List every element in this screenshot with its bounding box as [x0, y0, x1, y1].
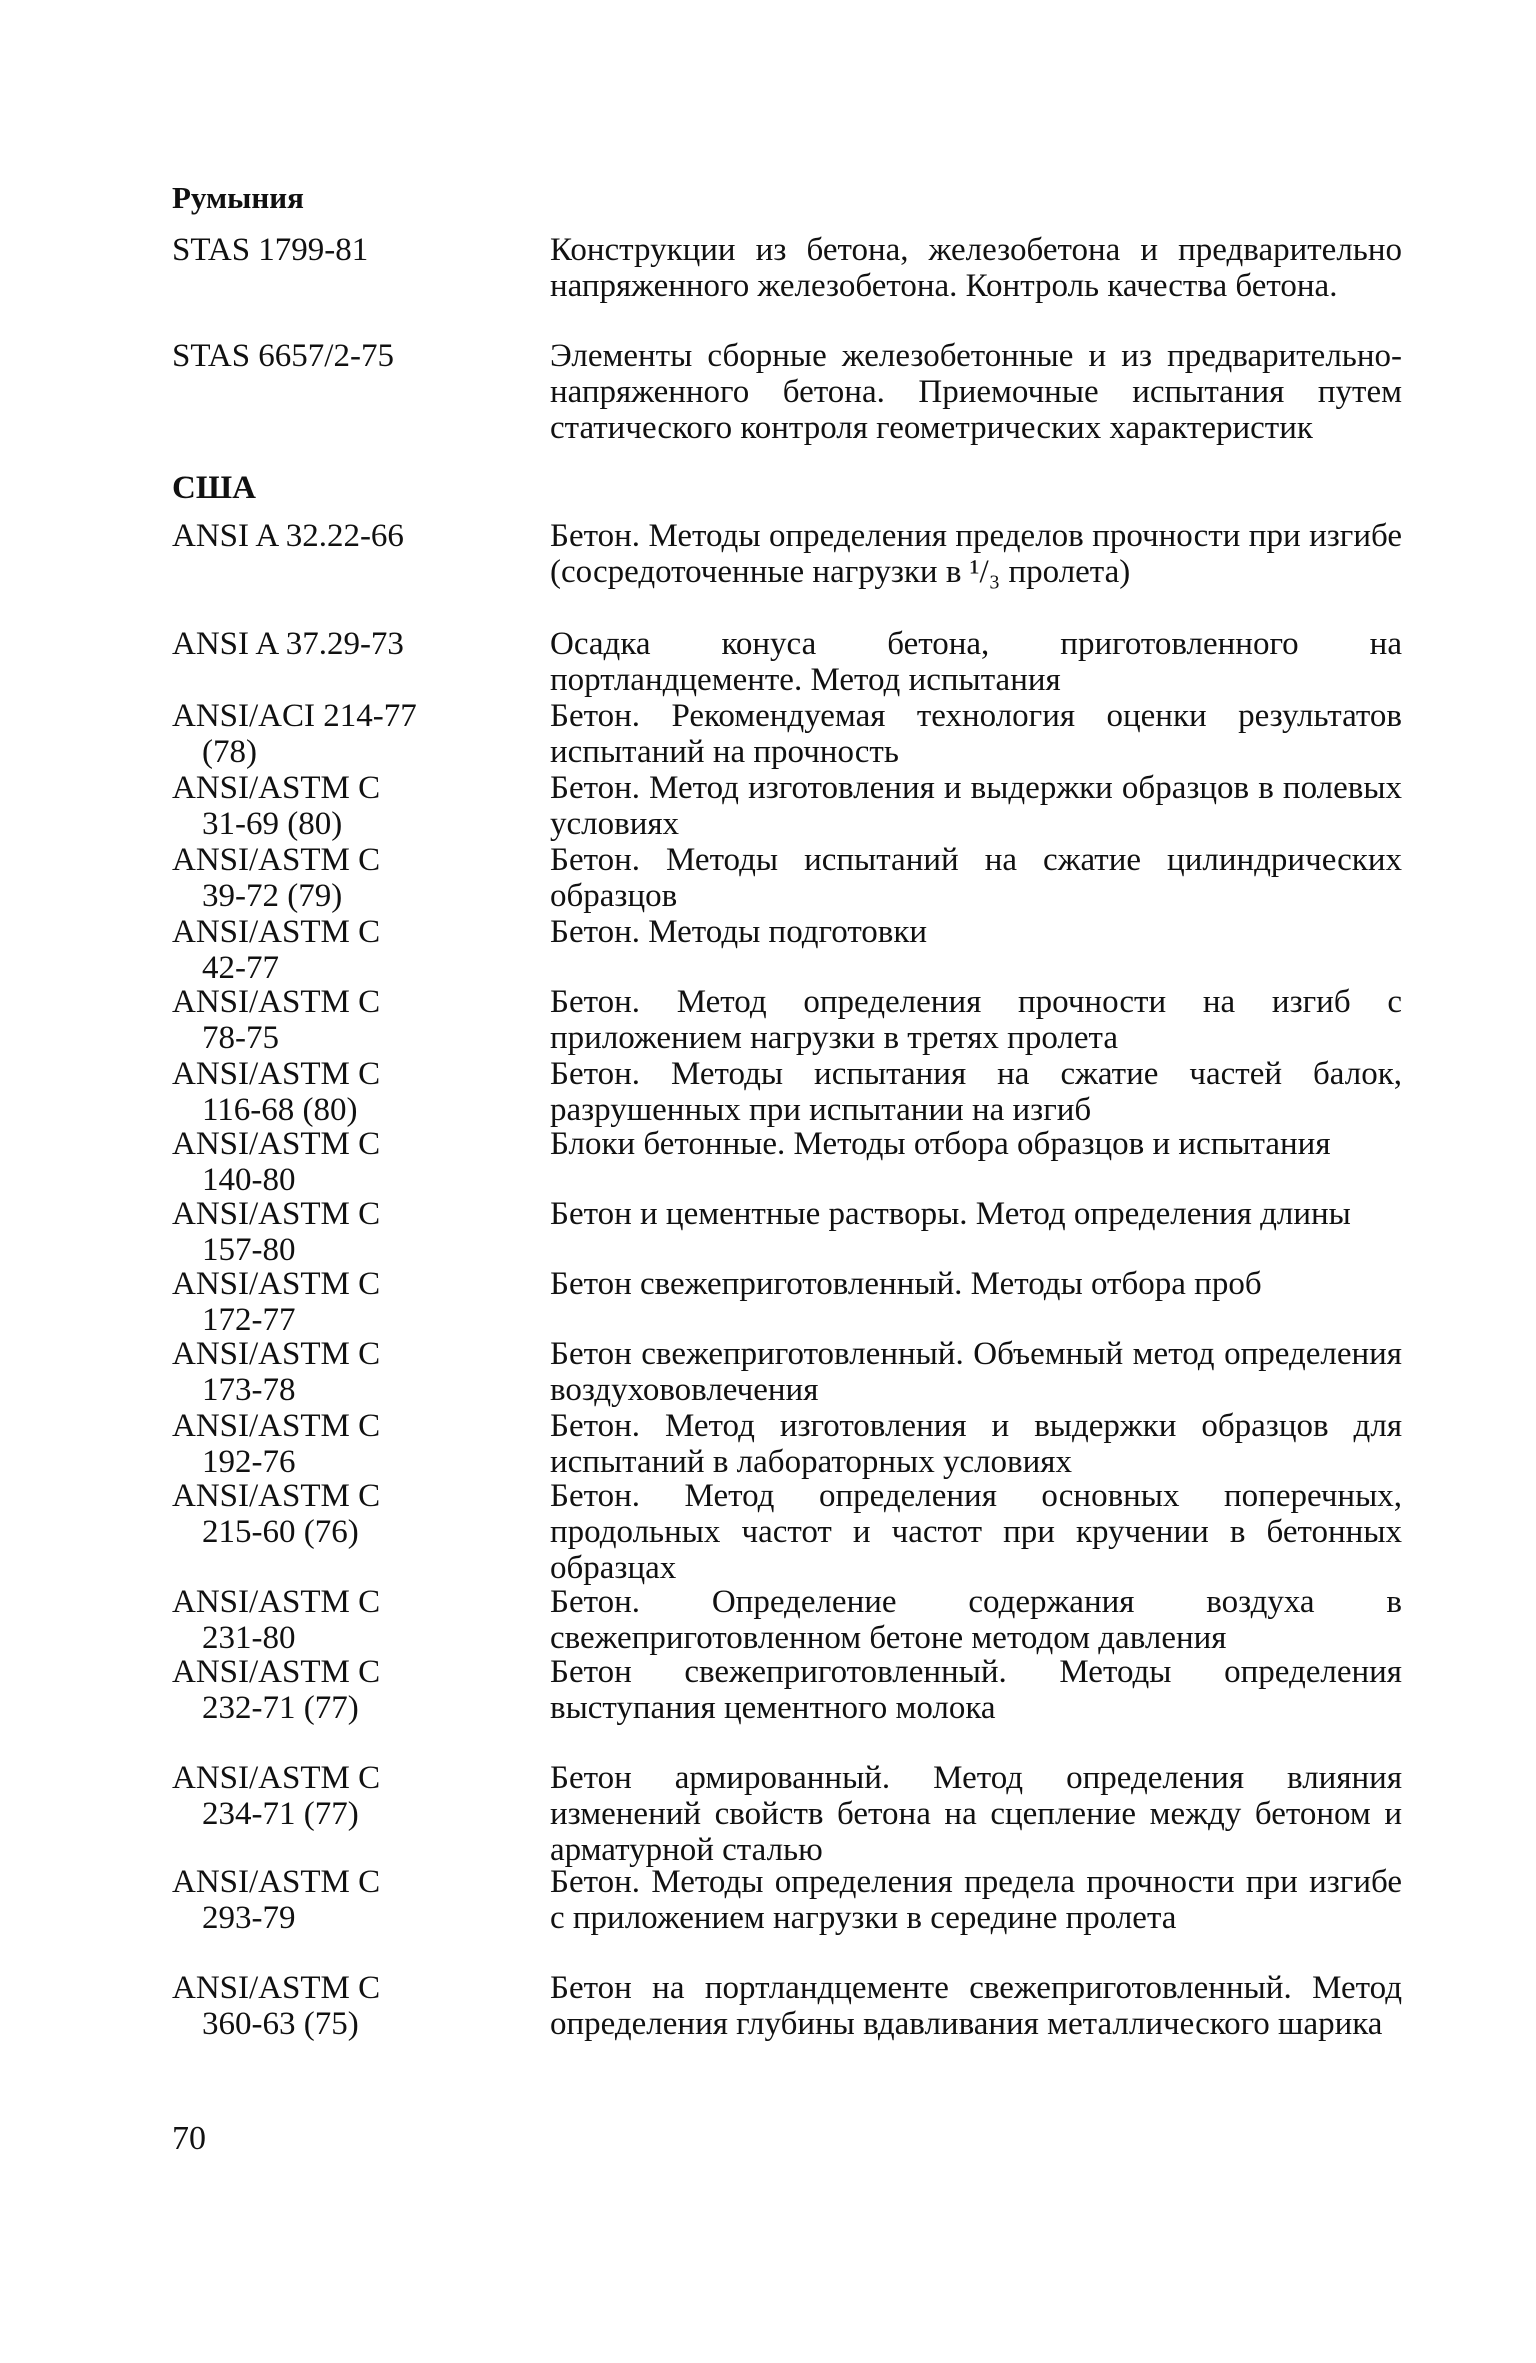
standard-code: ANSI/ASTM C 231-80 — [172, 1584, 381, 1656]
standard-description: Элементы сборные железобетонные и из предварительно-напряженного бетона. Приемочные испытания путем статического контроля геометрических характеристик — [550, 338, 1402, 446]
standard-code: ANSI/ASTM C 234-71 (77) — [172, 1760, 381, 1832]
standard-code: ANSI/ASTM C 31-69 (80) — [172, 770, 381, 842]
standard-code: ANSI/ASTM C 78-75 — [172, 984, 381, 1056]
standard-description: Бетон свежеприготовленный. Объемный метод определения воздухововлечения — [550, 1336, 1402, 1408]
standard-code: ANSI/ASTM C 140-80 — [172, 1126, 381, 1198]
standard-code: ANSI/ASTM C 192-76 — [172, 1408, 381, 1480]
standard-description: Осадка конуса бетона, приготовленного на портландцементе. Метод испытания — [550, 626, 1402, 698]
country-heading: США — [172, 470, 256, 506]
standard-description: Блоки бетонные. Методы отбора образцов и испытания — [550, 1126, 1331, 1162]
standard-description: Бетон. Метод определения основных поперечных, продольных частот и частот при кручении в бетонных образцах — [550, 1478, 1402, 1586]
standard-code: ANSI/ASTM C 293-79 — [172, 1864, 381, 1936]
standard-description: Бетон армированный. Метод определения влияния изменений свойств бетона на сцепление между бетоном и арматурной сталью — [550, 1760, 1402, 1868]
standard-code: ANSI/ASTM C 116-68 (80) — [172, 1056, 381, 1128]
standard-code: ANSI A 37.29-73 — [172, 626, 404, 662]
standard-code: ANSI/ASTM C 232-71 (77) — [172, 1654, 381, 1726]
standard-description: Бетон на портландцементе свежеприготовленный. Метод определения глубины вдавливания металлического шарика — [550, 1970, 1402, 2042]
standard-description: Бетон и цементные растворы. Метод определения длины — [550, 1196, 1351, 1232]
standard-description: Бетон. Методы испытания на сжатие частей балок, разрушенных при испытании на изгиб — [550, 1056, 1402, 1128]
standard-code: ANSI/ASTM C 42-77 — [172, 914, 381, 986]
standard-description: Бетон. Методы испытаний на сжатие цилиндрических образцов — [550, 842, 1402, 914]
standard-code: STAS 6657/2-75 — [172, 338, 394, 374]
standard-description: Бетон. Определение содержания воздуха в свежеприготовленном бетоне методом давления — [550, 1584, 1402, 1656]
standard-code: ANSI/ASTM C 172-77 — [172, 1266, 381, 1338]
standard-code: ANSI/ASTM C 173-78 — [172, 1336, 381, 1408]
standard-description: Бетон. Методы подготовки — [550, 914, 928, 950]
standard-description: Бетон. Метод изготовления и выдержки образцов в полевых условиях — [550, 770, 1402, 842]
standard-code: ANSI/ACI 214-77 (78) — [172, 698, 417, 770]
standard-description: Бетон. Метод изготовления и выдержки образцов для испытаний в лабораторных условиях — [550, 1408, 1402, 1480]
standard-code: ANSI/ASTM C 360-63 (75) — [172, 1970, 381, 2042]
standard-code: STAS 1799-81 — [172, 232, 369, 268]
standard-description: Бетон. Методы определения пределов прочности при изгибе (сосредоточенные нагрузки в ¹/₃ пролета) — [550, 518, 1402, 590]
standard-code: ANSI/ASTM C 157-80 — [172, 1196, 381, 1268]
standard-description: Бетон. Рекомендуемая технология оценки результатов испытаний на прочность — [550, 698, 1402, 770]
standard-description: Конструкции из бетона, железобетона и предварительно напряженного железобетона. Контроль качества бетона. — [550, 232, 1402, 304]
country-heading: Румыния — [172, 180, 304, 215]
standard-description: Бетон свежеприготовленный. Методы определения выступания цементного молока — [550, 1654, 1402, 1726]
standard-code: ANSI A 32.22-66 — [172, 518, 404, 554]
standard-description: Бетон. Метод определения прочности на изгиб с приложением нагрузки в третях пролета — [550, 984, 1402, 1056]
page-number: 70 — [172, 2120, 206, 2157]
standard-code: ANSI/ASTM C 39-72 (79) — [172, 842, 381, 914]
standard-description: Бетон свежеприготовленный. Методы отбора проб — [550, 1266, 1262, 1302]
standard-description: Бетон. Методы определения предела прочности при изгибе с приложением нагрузки в середине пролета — [550, 1864, 1402, 1936]
standard-code: ANSI/ASTM C 215-60 (76) — [172, 1478, 381, 1550]
